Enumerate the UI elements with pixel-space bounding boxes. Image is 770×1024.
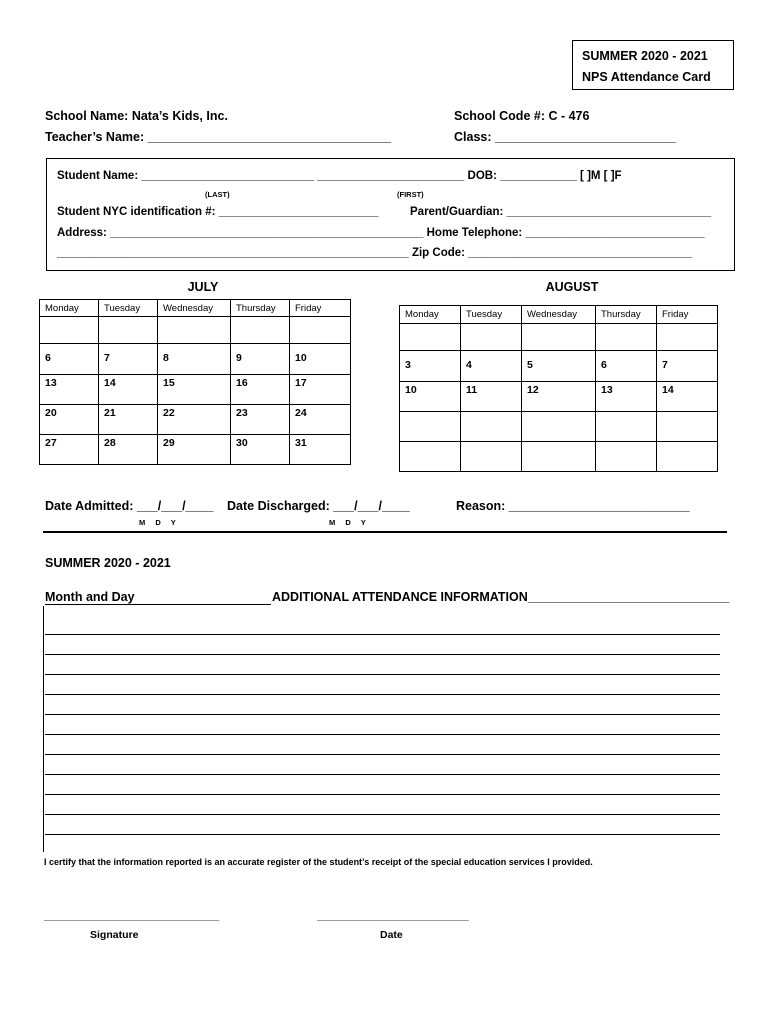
school-name: School Name: Nata’s Kids, Inc. (45, 109, 228, 123)
july-day-cell[interactable]: 23 (231, 405, 290, 435)
august-day-cell[interactable] (596, 412, 657, 442)
admitted-mdy-labels: M D Y (139, 518, 176, 527)
first-name-label: (FIRST) (397, 190, 424, 199)
zip-code-field: _______________________________________________________ Zip Code: ___________________________________ (57, 247, 693, 259)
august-day-cell[interactable] (657, 442, 718, 472)
july-day-cell[interactable]: 14 (99, 375, 158, 405)
july-day-header: Wednesday (158, 300, 231, 317)
july-day-cell[interactable]: 29 (158, 435, 231, 465)
july-day-cell[interactable]: 22 (158, 405, 231, 435)
address-field: Address: _________________________________________________ Home Telephone: ____________________________ (57, 227, 705, 239)
august-day-cell[interactable]: 7 (657, 351, 718, 382)
august-day-cell[interactable] (522, 412, 596, 442)
signature-line[interactable]: ______________________________ (44, 910, 220, 922)
july-day-cell[interactable]: 7 (99, 344, 158, 375)
august-day-cell[interactable] (400, 442, 461, 472)
august-day-cell[interactable]: 14 (657, 382, 718, 412)
july-day-cell[interactable]: 17 (290, 375, 351, 405)
august-day-cell[interactable]: 5 (522, 351, 596, 382)
attendance-line[interactable] (45, 694, 720, 695)
august-day-cell[interactable] (657, 324, 718, 351)
attendance-line[interactable] (45, 714, 720, 715)
july-day-cell[interactable]: 6 (40, 344, 99, 375)
august-calendar (399, 305, 718, 472)
august-day-cell[interactable] (522, 324, 596, 351)
july-day-cell[interactable] (40, 317, 99, 344)
july-title: JULY (187, 280, 219, 294)
attendance-line[interactable] (45, 734, 720, 735)
july-day-cell[interactable]: 9 (231, 344, 290, 375)
july-day-header: Tuesday (99, 300, 158, 317)
july-day-cell[interactable]: 16 (231, 375, 290, 405)
august-day-cell[interactable] (657, 412, 718, 442)
august-day-cell[interactable]: 12 (522, 382, 596, 412)
august-day-header: Wednesday (522, 306, 596, 324)
august-day-cell[interactable]: 10 (400, 382, 461, 412)
attendance-line[interactable] (45, 754, 720, 755)
august-day-cell[interactable] (596, 442, 657, 472)
july-day-header: Thursday (231, 300, 290, 317)
attendance-line[interactable] (45, 814, 720, 815)
july-day-cell[interactable] (290, 317, 351, 344)
august-day-header: Thursday (596, 306, 657, 324)
july-day-header: Friday (290, 300, 351, 317)
august-day-cell[interactable]: 3 (400, 351, 461, 382)
july-day-cell[interactable]: 20 (40, 405, 99, 435)
august-day-cell[interactable]: 4 (461, 351, 522, 382)
section2-title: SUMMER 2020 - 2021 (45, 556, 171, 570)
august-day-cell[interactable] (400, 412, 461, 442)
july-day-cell[interactable]: 30 (231, 435, 290, 465)
july-day-cell[interactable]: 24 (290, 405, 351, 435)
august-day-header: Tuesday (461, 306, 522, 324)
attendance-line[interactable] (45, 774, 720, 775)
card-title-year: SUMMER 2020 - 2021 (582, 49, 708, 63)
reason-field: Reason: __________________________ (456, 499, 690, 513)
august-day-cell[interactable]: 6 (596, 351, 657, 382)
attendance-line[interactable] (45, 634, 720, 635)
july-day-cell[interactable]: 28 (99, 435, 158, 465)
date-label: Date (380, 929, 403, 941)
july-day-cell[interactable]: 10 (290, 344, 351, 375)
july-day-cell[interactable]: 27 (40, 435, 99, 465)
school-code: School Code #: C - 476 (454, 109, 590, 123)
july-day-cell[interactable] (158, 317, 231, 344)
august-title: AUGUST (545, 280, 599, 294)
august-day-header: Monday (400, 306, 461, 324)
august-day-cell[interactable] (522, 442, 596, 472)
july-day-cell[interactable]: 21 (99, 405, 158, 435)
attendance-line[interactable] (45, 654, 720, 655)
section-divider (43, 531, 727, 533)
left-margin-rule (43, 606, 44, 852)
august-day-cell[interactable] (400, 324, 461, 351)
card-title-name: NPS Attendance Card (582, 70, 711, 84)
attendance-line[interactable] (45, 834, 720, 835)
teacher-name: Teacher’s Name: ___________________________________ (45, 130, 391, 144)
july-day-cell[interactable]: 13 (40, 375, 99, 405)
august-day-cell[interactable]: 13 (596, 382, 657, 412)
july-day-cell[interactable]: 31 (290, 435, 351, 465)
parent-guardian-field: Parent/Guardian: ________________________________ (410, 206, 712, 218)
last-name-label: (LAST) (205, 190, 230, 199)
class-field: Class: __________________________ (454, 130, 676, 144)
july-day-cell[interactable]: 15 (158, 375, 231, 405)
july-day-cell[interactable]: 8 (158, 344, 231, 375)
august-day-cell[interactable] (596, 324, 657, 351)
student-name-field: Student Name: ___________________________ _______________________ DOB: ____________ [ ]M [ ]F (57, 170, 622, 182)
card-title-box (572, 40, 734, 90)
additional-info-header: ADDITIONAL ATTENDANCE INFORMATION_____________________________ (272, 590, 730, 604)
august-day-cell[interactable]: 11 (461, 382, 522, 412)
july-calendar (39, 299, 351, 465)
august-day-cell[interactable] (461, 442, 522, 472)
july-day-header: Monday (40, 300, 99, 317)
attendance-line[interactable] (45, 794, 720, 795)
certification-statement: I certify that the information reported is an accurate register of the student’s receipt of the special education services I provided. (44, 857, 593, 867)
date-discharged-field: Date Discharged: ___/___/____ (227, 499, 410, 513)
nyc-id-field: Student NYC identification #: _________________________ (57, 206, 379, 218)
date-admitted-field: Date Admitted: ___/___/____ (45, 499, 214, 513)
july-day-cell[interactable] (231, 317, 290, 344)
date-line[interactable]: __________________________ (317, 910, 469, 922)
discharged-mdy-labels: M D Y (329, 518, 366, 527)
august-day-cell[interactable] (461, 324, 522, 351)
month-and-day-header: Month and Day (45, 590, 271, 605)
july-day-cell[interactable] (99, 317, 158, 344)
attendance-line[interactable] (45, 674, 720, 675)
august-day-cell[interactable] (461, 412, 522, 442)
august-day-header: Friday (657, 306, 718, 324)
signature-label: Signature (90, 929, 139, 941)
